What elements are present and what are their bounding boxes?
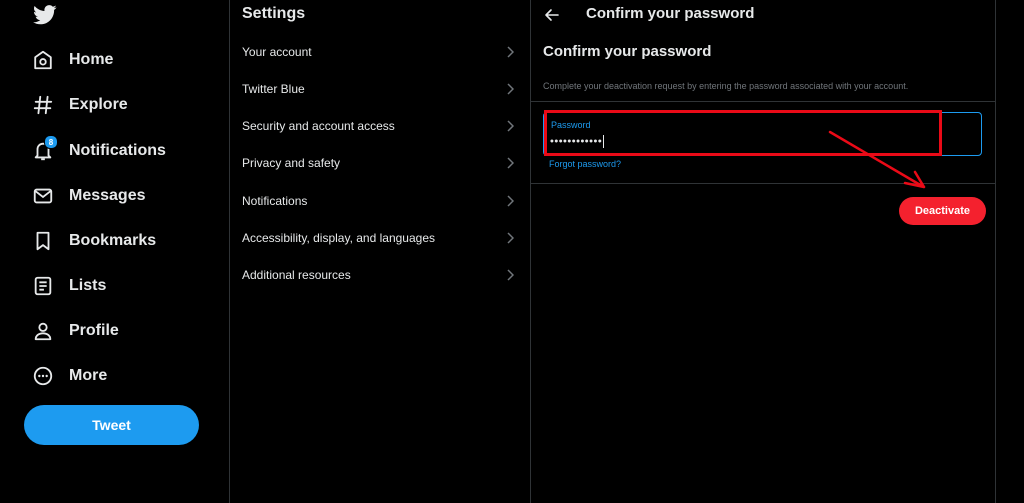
twitter-bird-icon[interactable]	[33, 5, 57, 25]
nav-label: Bookmarks	[69, 232, 157, 249]
nav-label: Messages	[69, 187, 146, 204]
nav-item-bookmarks[interactable]	[30, 223, 156, 259]
chevron-right-icon	[506, 231, 516, 245]
settings-item-label: Notifications	[242, 194, 308, 208]
description-text: Complete your deactivation request by entering the password associated with your account.	[543, 81, 909, 91]
tweet-button[interactable]: Tweet	[24, 405, 199, 445]
chevron-right-icon	[506, 45, 516, 59]
person-icon	[30, 318, 56, 344]
nav-label: Profile	[69, 322, 119, 339]
nav-label: Home	[69, 51, 114, 68]
password-input[interactable]	[550, 135, 604, 148]
settings-title: Settings	[242, 5, 306, 22]
password-field-label: Password	[551, 120, 591, 130]
text-caret	[603, 135, 604, 148]
back-arrow-icon[interactable]	[543, 6, 561, 24]
bell-icon	[30, 138, 56, 164]
settings-item-notifications[interactable]	[230, 183, 530, 219]
hashtag-icon	[30, 92, 56, 118]
page-title: Confirm your password	[586, 5, 755, 22]
settings-item-your-account[interactable]	[230, 34, 530, 70]
settings-item-twitter-blue[interactable]	[230, 71, 530, 107]
notification-count-badge: 8	[44, 135, 58, 149]
nav-item-profile[interactable]	[30, 313, 119, 349]
home-icon	[30, 47, 56, 73]
section-heading: Confirm your password	[543, 43, 712, 60]
settings-item-label: Your account	[242, 45, 312, 59]
chevron-right-icon	[506, 119, 516, 133]
chevron-right-icon	[506, 82, 516, 96]
forgot-password-link[interactable]: Forgot password?	[549, 159, 622, 169]
nav-label: Notifications	[69, 142, 166, 159]
settings-item-accessibility[interactable]	[230, 220, 530, 256]
nav-label: Lists	[69, 277, 107, 294]
bookmark-icon	[30, 228, 56, 254]
deactivate-button[interactable]: Deactivate	[899, 197, 986, 225]
password-field[interactable]	[543, 112, 982, 156]
envelope-icon	[30, 183, 56, 209]
settings-item-label: Privacy and safety	[242, 156, 341, 170]
settings-item-security[interactable]	[230, 108, 530, 144]
more-circle-icon	[30, 363, 56, 389]
settings-item-privacy[interactable]	[230, 145, 530, 181]
nav-item-lists[interactable]	[30, 268, 106, 304]
settings-item-additional-resources[interactable]	[230, 257, 530, 293]
chevron-right-icon	[506, 156, 516, 170]
confirm-password-pane	[531, 0, 995, 503]
settings-item-label: Security and account access	[242, 119, 395, 133]
divider	[531, 101, 995, 102]
nav-item-home[interactable]	[30, 42, 113, 78]
settings-panel	[230, 0, 530, 503]
left-navigation	[0, 0, 229, 503]
settings-item-label: Additional resources	[242, 268, 351, 282]
divider	[995, 0, 996, 503]
nav-item-messages[interactable]	[30, 178, 146, 214]
settings-item-label: Accessibility, display, and languages	[242, 231, 435, 245]
chevron-right-icon	[506, 268, 516, 282]
nav-label: Explore	[69, 96, 128, 113]
list-icon	[30, 273, 56, 299]
chevron-right-icon	[506, 194, 516, 208]
nav-item-notifications[interactable]	[30, 133, 166, 169]
nav-item-explore[interactable]	[30, 87, 128, 123]
nav-item-more[interactable]	[30, 358, 107, 394]
settings-item-label: Twitter Blue	[242, 82, 305, 96]
divider	[531, 183, 995, 184]
password-value: ••••••••••••	[550, 135, 603, 148]
nav-label: More	[69, 367, 108, 384]
